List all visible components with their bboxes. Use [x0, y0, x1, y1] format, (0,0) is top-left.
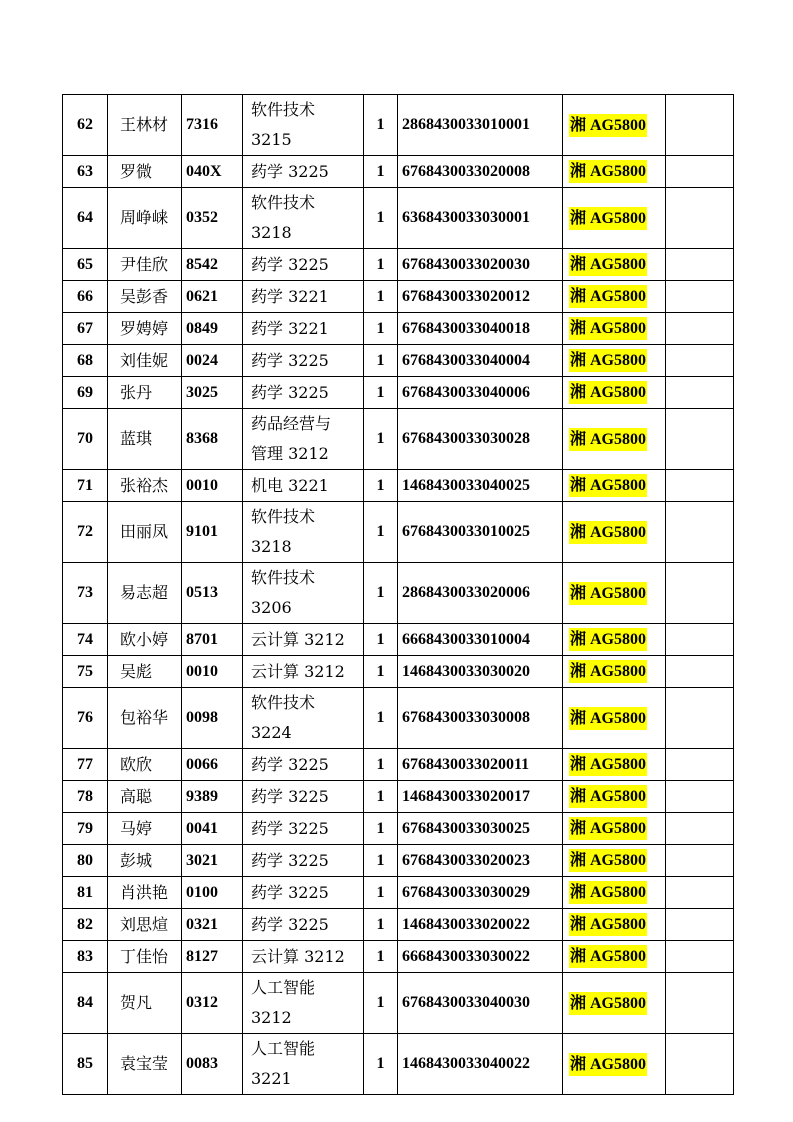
- table-row: [63, 377, 734, 409]
- count: 1: [364, 313, 398, 345]
- note-cell: [666, 470, 734, 502]
- plate-highlight: 湘 AG5800: [569, 707, 647, 730]
- major-cell: [243, 502, 364, 563]
- plate-cell: [563, 688, 666, 749]
- student-code: 0010: [182, 656, 243, 688]
- major-cell: [243, 470, 364, 502]
- plate-cell: [563, 377, 666, 409]
- student-name: 彭城: [108, 845, 182, 877]
- major-cell: [243, 345, 364, 377]
- table-row: [63, 95, 734, 156]
- account-number: 6768430033040004: [398, 345, 563, 377]
- note-cell: [666, 656, 734, 688]
- student-name: 欧欣: [108, 749, 182, 781]
- plate-cell: [563, 313, 666, 345]
- table-row: [63, 156, 734, 188]
- major-cell: [243, 749, 364, 781]
- table-row: [63, 813, 734, 845]
- student-name: 袁宝莹: [108, 1034, 182, 1095]
- note-cell: [666, 313, 734, 345]
- major-line: 药学 3225: [251, 882, 329, 902]
- account-number: 6768430033020008: [398, 156, 563, 188]
- student-name: 周峥崃: [108, 188, 182, 249]
- account-number: 1468430033020022: [398, 909, 563, 941]
- student-code: 0513: [182, 563, 243, 624]
- major-cell: [243, 156, 364, 188]
- note-cell: [666, 377, 734, 409]
- count: 1: [364, 377, 398, 409]
- student-code: 0041: [182, 813, 243, 845]
- major-cell: [243, 909, 364, 941]
- table-row: [63, 502, 734, 563]
- note-cell: [666, 502, 734, 563]
- plate-cell: [563, 973, 666, 1034]
- student-name: 吴彭香: [108, 281, 182, 313]
- major-line: 云计算 3212: [251, 946, 345, 966]
- major-cell: [243, 941, 364, 973]
- plate-highlight: 湘 AG5800: [569, 317, 647, 340]
- count: 1: [364, 281, 398, 313]
- student-name: 吴彪: [108, 656, 182, 688]
- major-cell: [243, 1034, 364, 1095]
- count: 1: [364, 563, 398, 624]
- student-code: 040X: [182, 156, 243, 188]
- plate-highlight: 湘 AG5800: [569, 381, 647, 404]
- row-number: 62: [63, 95, 108, 156]
- major-cell: [243, 877, 364, 909]
- count: 1: [364, 345, 398, 377]
- student-code: 8542: [182, 249, 243, 281]
- student-name: 尹佳欣: [108, 249, 182, 281]
- major-line: 人工智能: [251, 978, 316, 997]
- table-row: [63, 941, 734, 973]
- count: 1: [364, 656, 398, 688]
- count: 1: [364, 688, 398, 749]
- note-cell: [666, 877, 734, 909]
- row-number: 75: [63, 656, 108, 688]
- plate-cell: [563, 188, 666, 249]
- note-cell: [666, 1034, 734, 1095]
- row-number: 66: [63, 281, 108, 313]
- note-cell: [666, 941, 734, 973]
- plate-cell: [563, 624, 666, 656]
- plate-cell: [563, 909, 666, 941]
- plate-cell: [563, 781, 666, 813]
- table-body: [63, 95, 734, 1095]
- count: 1: [364, 877, 398, 909]
- major-line: 药学 3225: [251, 786, 329, 806]
- note-cell: [666, 909, 734, 941]
- major-cell: [243, 563, 364, 624]
- major-line: 3218: [251, 537, 292, 556]
- major-line: 药学 3225: [251, 382, 329, 402]
- major-cell: [243, 249, 364, 281]
- plate-cell: [563, 845, 666, 877]
- plate-cell: [563, 749, 666, 781]
- count: 1: [364, 1034, 398, 1095]
- student-code: 8127: [182, 941, 243, 973]
- account-number: 1468430033040022: [398, 1034, 563, 1095]
- row-number: 79: [63, 813, 108, 845]
- table-row: [63, 345, 734, 377]
- count: 1: [364, 470, 398, 502]
- table-row: [63, 845, 734, 877]
- account-number: 2868430033020006: [398, 563, 563, 624]
- note-cell: [666, 188, 734, 249]
- note-cell: [666, 249, 734, 281]
- plate-highlight: 湘 AG5800: [569, 913, 647, 936]
- plate-cell: [563, 249, 666, 281]
- row-number: 85: [63, 1034, 108, 1095]
- plate-highlight: 湘 AG5800: [569, 285, 647, 308]
- count: 1: [364, 973, 398, 1034]
- major-line: 药学 3225: [251, 818, 329, 838]
- row-number: 71: [63, 470, 108, 502]
- major-cell: [243, 688, 364, 749]
- plate-cell: [563, 345, 666, 377]
- table-row: [63, 749, 734, 781]
- major-line: 药学 3225: [251, 850, 329, 870]
- account-number: 1468430033020017: [398, 781, 563, 813]
- table-row: [63, 563, 734, 624]
- account-number: 6668430033010004: [398, 624, 563, 656]
- account-number: 1468430033040025: [398, 470, 563, 502]
- major-line: 软件技术: [251, 100, 316, 119]
- plate-cell: [563, 156, 666, 188]
- major-line: 软件技术: [251, 193, 316, 212]
- account-number: 6768430033020023: [398, 845, 563, 877]
- table-row: [63, 188, 734, 249]
- plate-highlight: 湘 AG5800: [569, 349, 647, 372]
- plate-cell: [563, 656, 666, 688]
- student-name: 罗娉婷: [108, 313, 182, 345]
- plate-cell: [563, 941, 666, 973]
- major-line: 3224: [251, 723, 292, 742]
- table-row: [63, 409, 734, 470]
- major-line: 3206: [251, 598, 292, 617]
- note-cell: [666, 813, 734, 845]
- count: 1: [364, 502, 398, 563]
- account-number: 2868430033010001: [398, 95, 563, 156]
- account-number: 6768430033030029: [398, 877, 563, 909]
- student-name: 蓝琪: [108, 409, 182, 470]
- major-cell: [243, 409, 364, 470]
- plate-highlight: 湘 AG5800: [569, 521, 647, 544]
- table-row: [63, 313, 734, 345]
- row-number: 82: [63, 909, 108, 941]
- note-cell: [666, 781, 734, 813]
- plate-highlight: 湘 AG5800: [569, 753, 647, 776]
- row-number: 63: [63, 156, 108, 188]
- note-cell: [666, 281, 734, 313]
- count: 1: [364, 156, 398, 188]
- major-cell: [243, 845, 364, 877]
- row-number: 80: [63, 845, 108, 877]
- student-name: 马婷: [108, 813, 182, 845]
- student-name: 丁佳怡: [108, 941, 182, 973]
- plate-cell: [563, 502, 666, 563]
- plate-cell: [563, 470, 666, 502]
- account-number: 6668430033030022: [398, 941, 563, 973]
- row-number: 84: [63, 973, 108, 1034]
- account-number: 6368430033030001: [398, 188, 563, 249]
- plate-highlight: 湘 AG5800: [569, 992, 647, 1015]
- count: 1: [364, 95, 398, 156]
- note-cell: [666, 563, 734, 624]
- plate-cell: [563, 877, 666, 909]
- table-row: [63, 688, 734, 749]
- major-cell: [243, 188, 364, 249]
- major-cell: [243, 813, 364, 845]
- student-code: 3025: [182, 377, 243, 409]
- student-code: 9389: [182, 781, 243, 813]
- major-line: 药学 3221: [251, 318, 329, 338]
- student-name: 张裕杰: [108, 470, 182, 502]
- student-name: 张丹: [108, 377, 182, 409]
- student-code: 0312: [182, 973, 243, 1034]
- count: 1: [364, 409, 398, 470]
- plate-cell: [563, 813, 666, 845]
- account-number: 6768430033040006: [398, 377, 563, 409]
- student-name: 包裕华: [108, 688, 182, 749]
- plate-highlight: 湘 AG5800: [569, 160, 647, 183]
- major-cell: [243, 95, 364, 156]
- plate-highlight: 湘 AG5800: [569, 582, 647, 605]
- major-line: 软件技术: [251, 693, 316, 712]
- row-number: 65: [63, 249, 108, 281]
- note-cell: [666, 624, 734, 656]
- plate-highlight: 湘 AG5800: [569, 628, 647, 651]
- table-row: [63, 656, 734, 688]
- major-line: 3218: [251, 223, 292, 242]
- major-line: 药学 3221: [251, 286, 329, 306]
- major-line: 云计算 3212: [251, 661, 345, 681]
- major-line: 药学 3225: [251, 161, 329, 181]
- row-number: 77: [63, 749, 108, 781]
- row-number: 78: [63, 781, 108, 813]
- plate-highlight: 湘 AG5800: [569, 660, 647, 683]
- count: 1: [364, 781, 398, 813]
- student-code: 0098: [182, 688, 243, 749]
- major-cell: [243, 973, 364, 1034]
- student-table: [62, 94, 734, 1095]
- account-number: 6768430033030025: [398, 813, 563, 845]
- note-cell: [666, 973, 734, 1034]
- student-name: 刘佳妮: [108, 345, 182, 377]
- table-row: [63, 470, 734, 502]
- row-number: 83: [63, 941, 108, 973]
- row-number: 74: [63, 624, 108, 656]
- note-cell: [666, 95, 734, 156]
- student-name: 欧小婷: [108, 624, 182, 656]
- table-row: [63, 249, 734, 281]
- row-number: 70: [63, 409, 108, 470]
- account-number: 6768430033040030: [398, 973, 563, 1034]
- plate-highlight: 湘 AG5800: [569, 817, 647, 840]
- student-name: 罗微: [108, 156, 182, 188]
- major-line: 机电 3221: [251, 475, 329, 495]
- student-name: 易志超: [108, 563, 182, 624]
- plate-highlight: 湘 AG5800: [569, 474, 647, 497]
- student-code: 0321: [182, 909, 243, 941]
- plate-highlight: 湘 AG5800: [569, 881, 647, 904]
- row-number: 81: [63, 877, 108, 909]
- major-line: 软件技术: [251, 568, 316, 587]
- major-cell: [243, 781, 364, 813]
- account-number: 6768430033040018: [398, 313, 563, 345]
- table-row: [63, 973, 734, 1034]
- table-row: [63, 877, 734, 909]
- plate-cell: [563, 281, 666, 313]
- major-line: 药品经营与: [251, 414, 332, 433]
- row-number: 76: [63, 688, 108, 749]
- account-number: 6768430033010025: [398, 502, 563, 563]
- student-name: 贺凡: [108, 973, 182, 1034]
- student-code: 0083: [182, 1034, 243, 1095]
- plate-cell: [563, 1034, 666, 1095]
- plate-cell: [563, 95, 666, 156]
- major-cell: [243, 624, 364, 656]
- student-code: 0100: [182, 877, 243, 909]
- account-number: 6768430033030028: [398, 409, 563, 470]
- note-cell: [666, 845, 734, 877]
- table-row: [63, 281, 734, 313]
- plate-highlight: 湘 AG5800: [569, 253, 647, 276]
- major-line: 3212: [251, 1008, 292, 1027]
- count: 1: [364, 909, 398, 941]
- row-number: 68: [63, 345, 108, 377]
- student-code: 0621: [182, 281, 243, 313]
- note-cell: [666, 688, 734, 749]
- plate-cell: [563, 409, 666, 470]
- major-line: 3221: [251, 1069, 292, 1088]
- count: 1: [364, 813, 398, 845]
- note-cell: [666, 749, 734, 781]
- major-cell: [243, 656, 364, 688]
- student-code: 0849: [182, 313, 243, 345]
- student-code: 0010: [182, 470, 243, 502]
- table-row: [63, 909, 734, 941]
- count: 1: [364, 249, 398, 281]
- student-code: 9101: [182, 502, 243, 563]
- major-line: 药学 3225: [251, 254, 329, 274]
- row-number: 64: [63, 188, 108, 249]
- major-line: 软件技术: [251, 507, 316, 526]
- account-number: 6768430033030008: [398, 688, 563, 749]
- student-code: 8368: [182, 409, 243, 470]
- major-line: 药学 3225: [251, 754, 329, 774]
- student-name: 刘思煊: [108, 909, 182, 941]
- row-number: 72: [63, 502, 108, 563]
- plate-highlight: 湘 AG5800: [569, 428, 647, 451]
- major-cell: [243, 281, 364, 313]
- student-name: 高聪: [108, 781, 182, 813]
- row-number: 69: [63, 377, 108, 409]
- table-row: [63, 781, 734, 813]
- row-number: 73: [63, 563, 108, 624]
- count: 1: [364, 941, 398, 973]
- plate-cell: [563, 563, 666, 624]
- student-code: 7316: [182, 95, 243, 156]
- major-cell: [243, 377, 364, 409]
- account-number: 6768430033020012: [398, 281, 563, 313]
- major-line: 药学 3225: [251, 350, 329, 370]
- major-line: 管理 3212: [251, 444, 329, 463]
- student-name: 田丽凤: [108, 502, 182, 563]
- plate-highlight: 湘 AG5800: [569, 785, 647, 808]
- major-line: 人工智能: [251, 1039, 316, 1058]
- plate-highlight: 湘 AG5800: [569, 207, 647, 230]
- plate-highlight: 湘 AG5800: [569, 849, 647, 872]
- major-line: 药学 3225: [251, 914, 329, 934]
- student-name: 王林材: [108, 95, 182, 156]
- row-number: 67: [63, 313, 108, 345]
- account-number: 1468430033030020: [398, 656, 563, 688]
- note-cell: [666, 409, 734, 470]
- major-line: 3215: [251, 130, 292, 149]
- count: 1: [364, 624, 398, 656]
- count: 1: [364, 188, 398, 249]
- student-code: 8701: [182, 624, 243, 656]
- student-code: 0352: [182, 188, 243, 249]
- note-cell: [666, 156, 734, 188]
- note-cell: [666, 345, 734, 377]
- account-number: 6768430033020030: [398, 249, 563, 281]
- plate-highlight: 湘 AG5800: [569, 1053, 647, 1076]
- count: 1: [364, 845, 398, 877]
- student-code: 0024: [182, 345, 243, 377]
- student-name: 肖洪艳: [108, 877, 182, 909]
- plate-highlight: 湘 AG5800: [569, 945, 647, 968]
- student-code: 3021: [182, 845, 243, 877]
- account-number: 6768430033020011: [398, 749, 563, 781]
- major-cell: [243, 313, 364, 345]
- count: 1: [364, 749, 398, 781]
- table-row: [63, 624, 734, 656]
- student-code: 0066: [182, 749, 243, 781]
- plate-highlight: 湘 AG5800: [569, 114, 647, 137]
- major-line: 云计算 3212: [251, 629, 345, 649]
- table-row: [63, 1034, 734, 1095]
